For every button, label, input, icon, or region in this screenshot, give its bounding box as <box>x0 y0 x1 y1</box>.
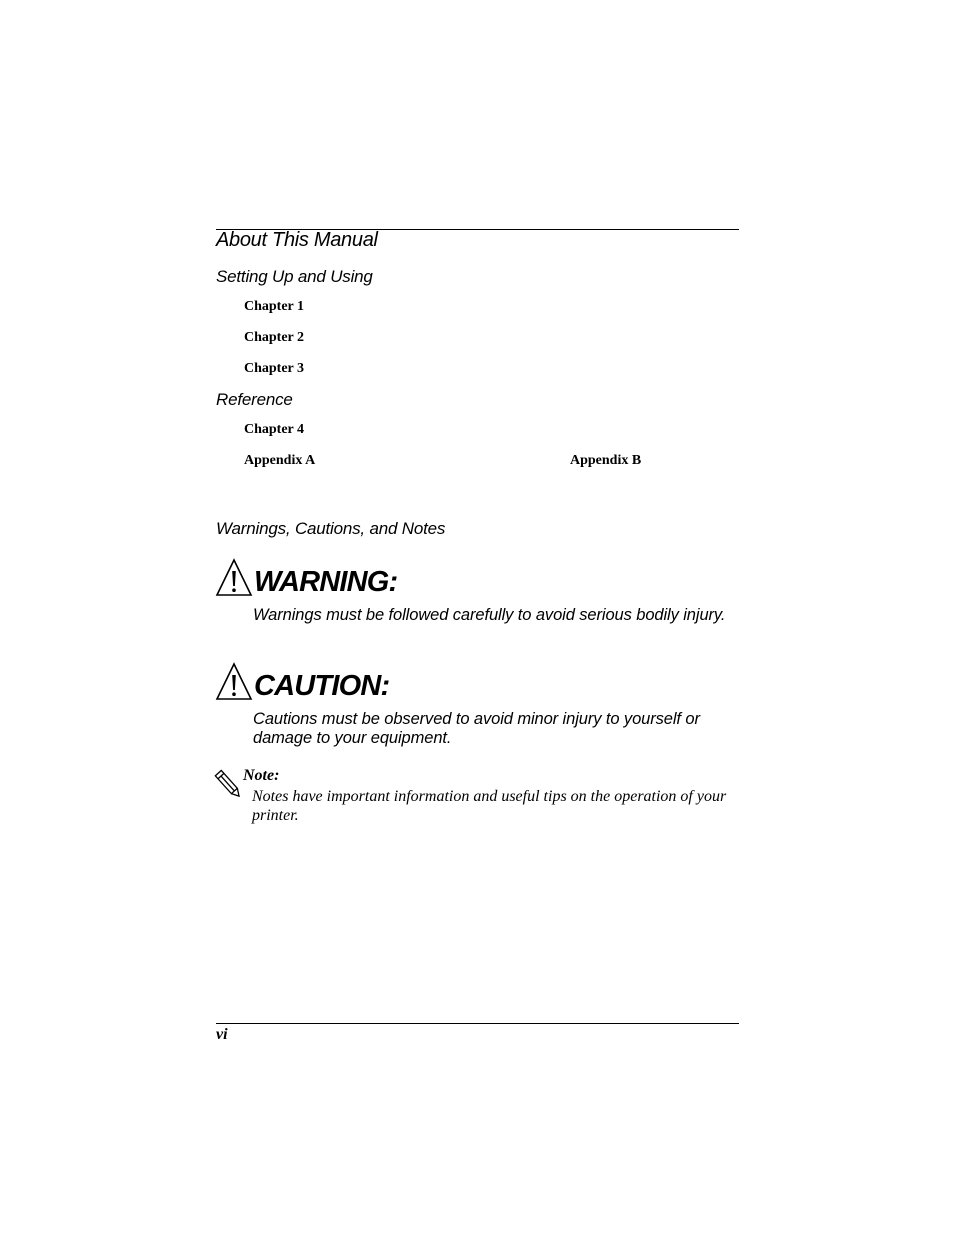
caution-text: Cautions must be observed to avoid minor injury to yourself or damage to your equipment. <box>253 710 700 747</box>
appendix-a-label: Appendix A <box>244 453 316 468</box>
warning-icon <box>215 558 253 598</box>
section-heading-setup: Setting Up and Using <box>216 267 373 286</box>
warning-text: Warnings must be followed carefully to avoid serious bodily injury. <box>253 606 726 624</box>
chapter-3-label: Chapter 3 <box>244 361 305 376</box>
section-heading-warnings: Warnings, Cautions, and Notes <box>216 519 446 538</box>
chapter-1-label: Chapter 1 <box>244 299 305 314</box>
appendix-b-label: Appendix B <box>570 453 642 468</box>
note-label: Note: <box>243 767 280 784</box>
caution-icon <box>215 662 253 702</box>
page-folio: vi <box>216 1026 228 1043</box>
warning-label: WARNING: <box>254 566 398 598</box>
note-pencil-icon <box>215 769 243 801</box>
chapter-2-label: Chapter 2 <box>244 330 305 345</box>
section-heading-reference: Reference <box>216 390 293 409</box>
note-text: Notes have important information and useful tips on the operation of your printer. <box>252 788 727 824</box>
page-title: About This Manual <box>216 229 378 251</box>
bottom-rule <box>216 1023 739 1024</box>
caution-label: CAUTION: <box>254 670 390 702</box>
chapter-4-label: Chapter 4 <box>244 422 305 437</box>
